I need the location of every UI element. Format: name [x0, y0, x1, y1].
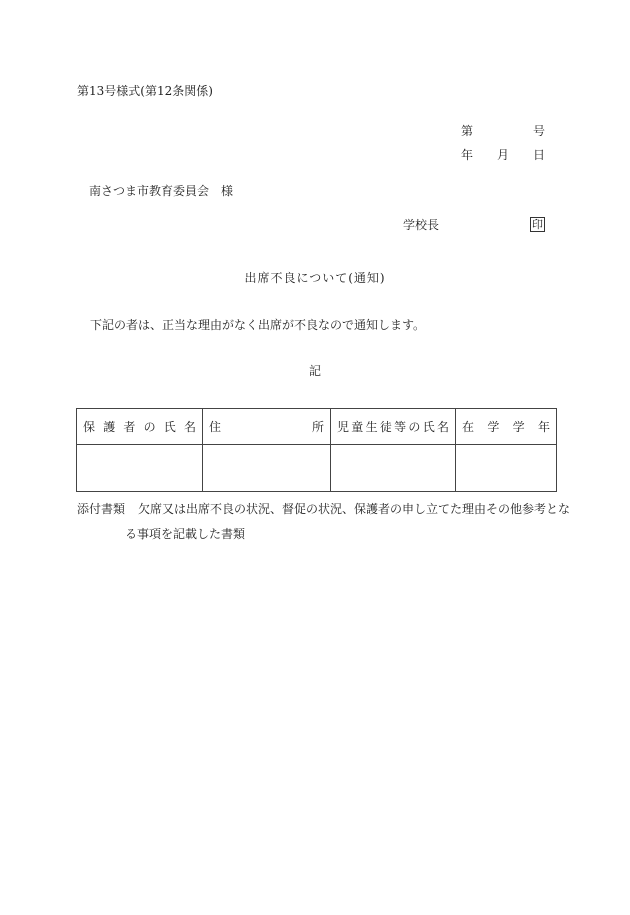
header-grade — [456, 409, 557, 445]
date-day: 日 — [532, 148, 545, 162]
header-student-name-char-7: 名 — [436, 419, 449, 434]
header-grade-char-3: 年 — [537, 419, 550, 434]
body-text: 下記の者は、正当な理由がなく出席が不良なので通知します。 — [90, 318, 426, 332]
header-grade-char-1: 学 — [487, 419, 500, 434]
cell-student-name[interactable] — [331, 445, 456, 492]
header-student-name-text — [337, 419, 449, 435]
header-guardian-name-char-0: 保 — [83, 419, 96, 434]
header-guardian-name — [77, 409, 203, 445]
cell-address[interactable] — [203, 445, 331, 492]
header-guardian-name-text — [83, 419, 196, 435]
document-number-line — [461, 123, 545, 139]
student-info-table — [76, 408, 557, 492]
header-student-name-char-5: の — [408, 419, 421, 434]
table-row — [77, 445, 557, 492]
date-year: 年 — [461, 148, 474, 162]
header-address-char-1: 所 — [311, 419, 324, 434]
sender-title: 学校長 — [403, 218, 440, 232]
header-student-name-char-2: 生 — [365, 419, 378, 434]
form-number: 第13号様式(第12条関係) — [77, 84, 213, 98]
header-guardian-name-char-2: 者 — [123, 419, 136, 434]
header-grade-text — [462, 419, 550, 435]
attachment-label: 添付書類 — [77, 502, 126, 516]
cell-guardian-name[interactable] — [77, 445, 203, 492]
header-grade-char-2: 学 — [512, 419, 525, 434]
ki-marker: 記 — [308, 364, 321, 378]
document-number-suffix: 号 — [532, 124, 545, 138]
header-address-text — [209, 419, 324, 435]
table-header-row — [77, 409, 557, 445]
attachment-text-line1: 欠席又は出席不良の状況、督促の状況、保護者の申し立てた理由その他参考とな — [138, 502, 571, 516]
header-grade-char-0: 在 — [462, 419, 475, 434]
header-guardian-name-char-3: の — [143, 419, 156, 434]
attachment-text-line2: る事項を記載した書類 — [125, 527, 246, 541]
header-student-name-char-3: 徒 — [379, 419, 392, 434]
header-student-name-char-6: 氏 — [422, 419, 435, 434]
document-number-prefix: 第 — [461, 124, 474, 138]
addressee: 南さつま市教育委員会 様 — [89, 184, 234, 198]
header-address — [203, 409, 331, 445]
seal-stamp-box: 印 — [532, 218, 543, 231]
header-student-name-char-4: 等 — [394, 419, 407, 434]
date-line — [461, 147, 545, 163]
header-guardian-name-char-5: 名 — [183, 419, 196, 434]
header-guardian-name-char-1: 護 — [103, 419, 116, 434]
header-student-name — [331, 409, 456, 445]
header-address-char-0: 住 — [209, 419, 222, 434]
document-title: 出席不良について(通知) — [244, 271, 386, 285]
header-guardian-name-char-4: 氏 — [163, 419, 176, 434]
header-student-name-char-0: 児 — [337, 419, 350, 434]
date-month: 月 — [496, 148, 509, 162]
cell-grade[interactable] — [456, 445, 557, 492]
header-student-name-char-1: 童 — [351, 419, 364, 434]
